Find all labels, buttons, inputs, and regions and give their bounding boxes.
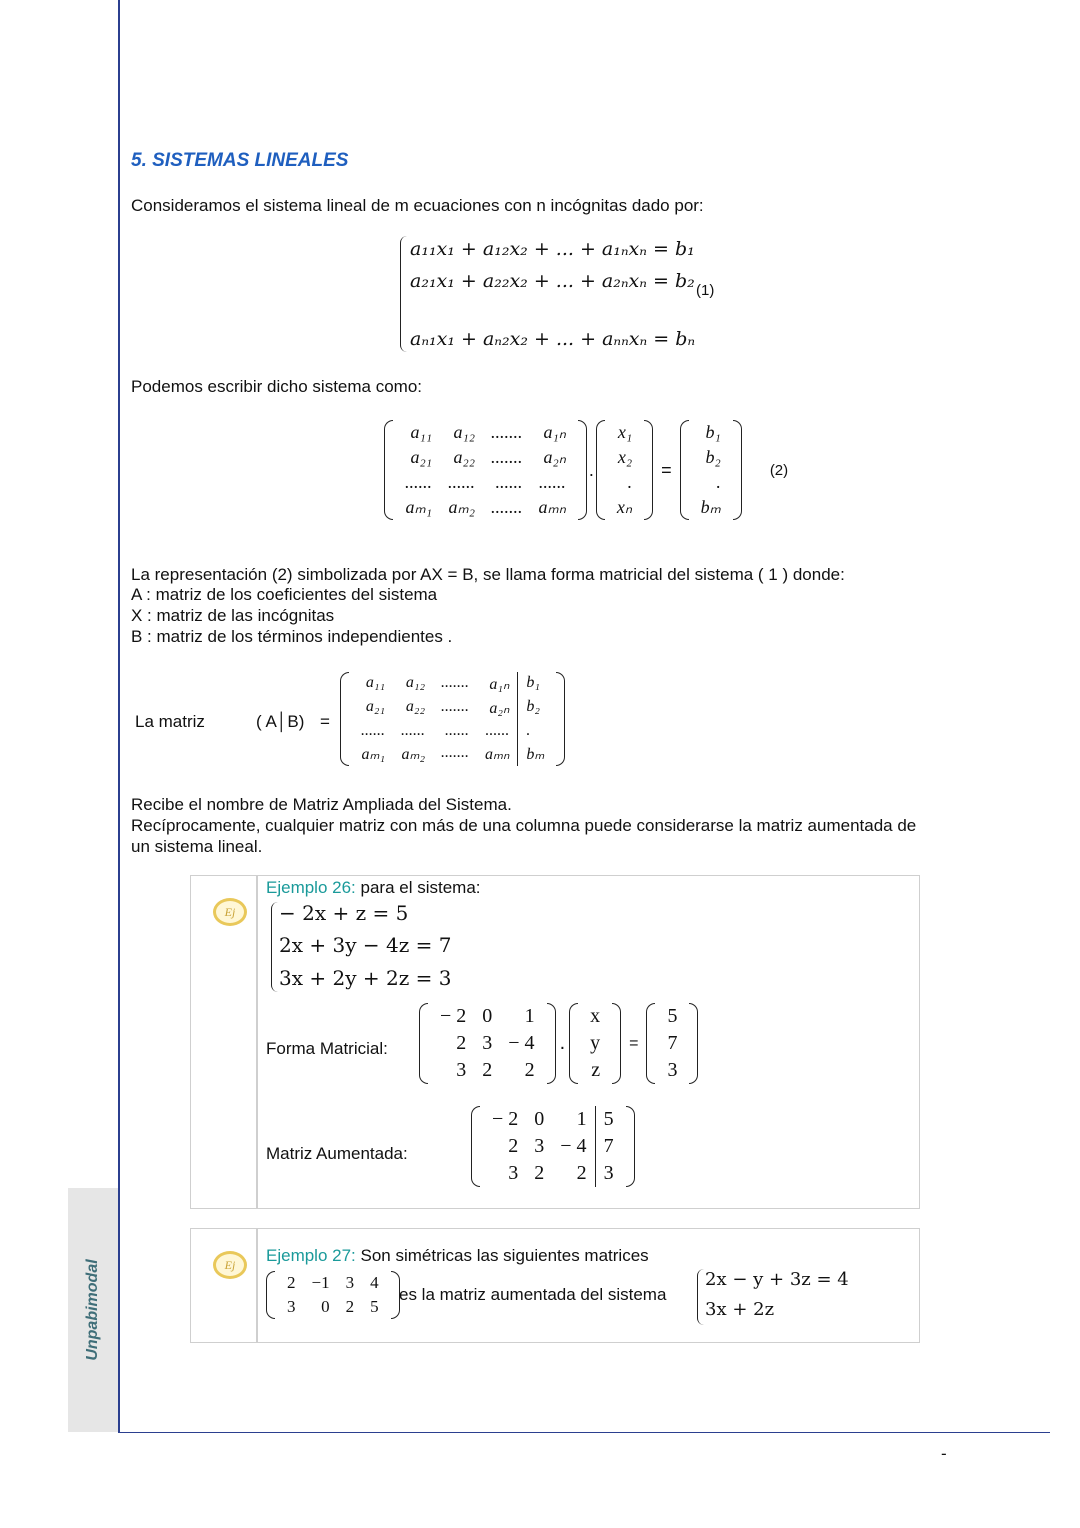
matrix-cell: a₁₂ xyxy=(405,674,425,691)
equation-1: − 2x + z = 5 xyxy=(279,901,409,925)
matrix-cell: 3 xyxy=(667,1059,678,1081)
matrix-cell: − 2 xyxy=(440,1005,467,1027)
sidebar-label: Unpabimodal xyxy=(84,1259,101,1361)
coefficient-matrix xyxy=(384,420,587,520)
matrix-cell: a₂₂ xyxy=(405,698,425,715)
matrix-cell: 5 xyxy=(370,1297,379,1316)
equals-sign: = xyxy=(661,459,672,480)
matrix-cell: a₂₁ xyxy=(365,698,385,715)
matrix-cell: − 4 xyxy=(508,1032,535,1054)
matrix-cell: a₁ₙ xyxy=(543,422,566,442)
equation-2: a₂₁x₁ + a₂₂x₂ + ... + a₂ₙxₙ = b₂ xyxy=(410,270,695,292)
right-paren xyxy=(612,1003,621,1084)
example-icon: Ej xyxy=(213,1251,247,1279)
matrix-cell: b₂ xyxy=(705,447,721,467)
system-brace xyxy=(271,902,278,992)
margin-line xyxy=(118,0,120,1433)
box-divider xyxy=(256,1229,258,1342)
constants-vector xyxy=(680,420,742,520)
right-paren xyxy=(689,1003,698,1084)
representation-text: La representación (2) simbolizada por AX = B, se llama forma matricial del sistema ( 1 ) donde: xyxy=(131,565,845,584)
matrix-cell: . xyxy=(517,720,552,742)
matrix-cell: bₘ xyxy=(517,742,552,766)
example-27-box xyxy=(190,1228,920,1343)
matrix-cell: aₘ₁ xyxy=(405,497,432,517)
product-dot: . xyxy=(588,459,594,480)
matrix-cell: aₘ₂ xyxy=(448,497,475,517)
matrix-cell: 5 xyxy=(595,1106,622,1133)
unknowns-vector xyxy=(596,420,653,520)
matrix-cell: ...... xyxy=(445,722,469,739)
matrix-cell: 0 xyxy=(321,1297,330,1316)
right-paren xyxy=(644,420,653,520)
forma-matricial-label: Forma Matricial: xyxy=(266,1039,388,1058)
matrix-cell: a₂ₙ xyxy=(543,447,566,467)
equation-2: 3x + 2z xyxy=(705,1299,775,1320)
matrix-cell: x xyxy=(590,1005,601,1027)
matrix-cell: 2 xyxy=(482,1059,493,1081)
definition-x: X : matriz de las incógnitas xyxy=(131,606,335,625)
example-26-box xyxy=(190,875,920,1209)
matrix-cell: aₘ₁ xyxy=(361,746,385,763)
reciproc-text-1: Recíprocamente, cualquier matriz con más de una columna puede considerarse la matriz aumentada de xyxy=(131,816,917,835)
ab-notation: ( A│B) xyxy=(256,712,305,731)
matrix-cell: ....... xyxy=(491,497,523,517)
podemos-text: Podemos escribir dicho sistema como: xyxy=(131,377,423,396)
matrix-cell: a₁ₙ xyxy=(489,676,510,693)
left-paren xyxy=(471,1106,480,1187)
la-matriz-label: La matriz xyxy=(135,712,205,731)
matrix-cell: x₁ xyxy=(617,422,633,442)
matrix-cell: b₂ xyxy=(517,696,552,720)
system-brace xyxy=(697,1269,704,1325)
matrix-cell: − 2 xyxy=(492,1108,519,1130)
page-number: - xyxy=(941,1444,947,1463)
matrix-cell: a₂ₙ xyxy=(489,700,510,717)
matrix-cell: aₘₙ xyxy=(485,746,510,763)
matrix-cell: 2 xyxy=(534,1162,545,1184)
matrix-cell: a₂₁ xyxy=(410,447,432,467)
equation-2: 2x + 3y − 4z = 7 xyxy=(279,933,452,957)
matrix-cell: 5 xyxy=(667,1005,678,1027)
matrix-cell: bₘ xyxy=(700,497,721,517)
footer-line xyxy=(118,1432,1050,1433)
example-icon: Ej xyxy=(213,898,247,926)
augmented-matrix-general xyxy=(340,672,565,766)
matrix-cell: ...... xyxy=(405,472,432,492)
definition-b: B : matriz de los términos independientes . xyxy=(131,627,453,646)
equals-sign: = xyxy=(629,1034,639,1052)
augmented-matrix xyxy=(471,1106,635,1187)
example-matrix-equation xyxy=(419,1003,698,1084)
matrix-cell: 2 xyxy=(456,1032,467,1054)
matrix-cell: b₁ xyxy=(705,422,721,442)
matrix-equation xyxy=(384,420,788,520)
coefficient-matrix xyxy=(419,1003,556,1084)
matrix-cell: x₂ xyxy=(617,447,633,467)
matrix-cell: 2 xyxy=(576,1162,587,1184)
matrix-cell: 1 xyxy=(524,1005,535,1027)
matrix-cell: . xyxy=(716,472,721,492)
matrix-cell: 3 xyxy=(595,1160,622,1187)
example-text: Son simétricas las siguientes matrices xyxy=(355,1246,649,1265)
left-paren xyxy=(266,1271,275,1319)
example-27-desc: es la matriz aumentada del sistema xyxy=(399,1285,667,1304)
matrix-cell: 0 xyxy=(482,1005,493,1027)
matrix-cell: 7 xyxy=(595,1133,622,1160)
matrix-cell: ...... xyxy=(448,472,475,492)
matrix-cell: y xyxy=(590,1032,601,1054)
intro-text: Consideramos el sistema lineal de m ecuaciones con n incógnitas dado por: xyxy=(131,196,704,215)
matrix-cell: 1 xyxy=(576,1108,587,1130)
section-title: 5. SISTEMAS LINEALES xyxy=(131,150,349,171)
matrix-cell: aₘₙ xyxy=(538,497,566,517)
recibe-text: Recibe el nombre de Matriz Ampliada del Sistema. xyxy=(131,795,512,814)
matrix-cell: ....... xyxy=(491,447,523,467)
equals-sign-ab: = xyxy=(320,712,330,731)
matrix-cell: ...... xyxy=(485,722,510,739)
reciproc-text-2: un sistema lineal. xyxy=(131,837,263,856)
right-paren xyxy=(626,1106,635,1187)
left-paren xyxy=(384,420,393,520)
matrix-cell: 7 xyxy=(667,1032,678,1054)
example-label: Ejemplo 26: xyxy=(266,878,356,897)
equation-1: 2x − y + 3z = 4 xyxy=(705,1269,849,1290)
matrix-cell: ....... xyxy=(441,674,469,691)
matrix-cell: 3 xyxy=(345,1273,355,1292)
matrix-cell: 2 xyxy=(345,1297,355,1316)
left-paren xyxy=(419,1003,428,1084)
example-27-matrix xyxy=(266,1271,400,1319)
matrix-cell: 3 xyxy=(534,1135,545,1157)
matrix-cell: a₁₁ xyxy=(410,422,432,442)
equation-n: aₙ₁x₁ + aₙ₂x₂ + ... + aₙₙxₙ = bₙ xyxy=(410,328,696,350)
right-paren xyxy=(556,672,565,766)
right-paren xyxy=(733,420,742,520)
example-text: para el sistema: xyxy=(355,878,481,897)
matrix-cell: 0 xyxy=(534,1108,545,1130)
matrix-cell: 2 xyxy=(287,1273,296,1292)
matrix-cell: a₁₁ xyxy=(365,674,385,691)
matrix-cell: ...... xyxy=(495,472,523,492)
left-paren xyxy=(569,1003,578,1084)
equation-3: 3x + 2y + 2z = 3 xyxy=(279,966,452,990)
matrix-cell: ...... xyxy=(361,722,385,739)
unknowns-vector xyxy=(569,1003,621,1084)
left-paren xyxy=(646,1003,655,1084)
matrix-cell: − 4 xyxy=(560,1135,587,1157)
left-paren xyxy=(680,420,689,520)
matrix-cell: −1 xyxy=(311,1273,330,1292)
matrix-cell: ...... xyxy=(538,472,566,492)
constants-vector xyxy=(646,1003,698,1084)
matrix-cell: 3 xyxy=(456,1059,467,1081)
matrix-cell: ....... xyxy=(441,698,469,715)
right-paren xyxy=(578,420,587,520)
matrix-cell: . xyxy=(627,472,633,492)
matrix-cell: aₘ₂ xyxy=(401,746,425,763)
equation-label-2: (2) xyxy=(769,461,789,479)
left-paren xyxy=(340,672,349,766)
example-label: Ejemplo 27: xyxy=(266,1246,356,1265)
product-dot: . xyxy=(559,1032,566,1054)
matrix-cell: ....... xyxy=(441,744,469,761)
matrix-cell: xₙ xyxy=(616,497,633,517)
matriz-aumentada-label: Matriz Aumentada: xyxy=(266,1144,408,1163)
matrix-cell: 3 xyxy=(508,1162,519,1184)
matrix-cell: a₂₂ xyxy=(453,447,475,467)
sidebar-tab xyxy=(68,1188,118,1432)
system-brace xyxy=(400,236,407,352)
matrix-cell: ....... xyxy=(491,422,523,442)
matrix-cell: 3 xyxy=(482,1032,493,1054)
matrix-cell: 4 xyxy=(370,1273,379,1292)
matrix-cell: a₁₂ xyxy=(453,422,475,442)
matrix-cell: z xyxy=(591,1059,601,1081)
matrix-cell: 3 xyxy=(287,1297,296,1316)
right-paren xyxy=(547,1003,556,1084)
box-divider xyxy=(256,876,258,1208)
left-paren xyxy=(596,420,605,520)
matrix-cell: ...... xyxy=(401,722,425,739)
equation-label-1: (1) xyxy=(696,282,715,299)
matrix-cell: 2 xyxy=(524,1059,535,1081)
matrix-cell: b₁ xyxy=(517,672,552,696)
equation-1: a₁₁x₁ + a₁₂x₂ + ... + a₁ₙxₙ = b₁ xyxy=(410,238,695,260)
matrix-cell: 2 xyxy=(508,1135,519,1157)
definition-a: A : matriz de los coeficientes del sistema xyxy=(131,585,438,604)
